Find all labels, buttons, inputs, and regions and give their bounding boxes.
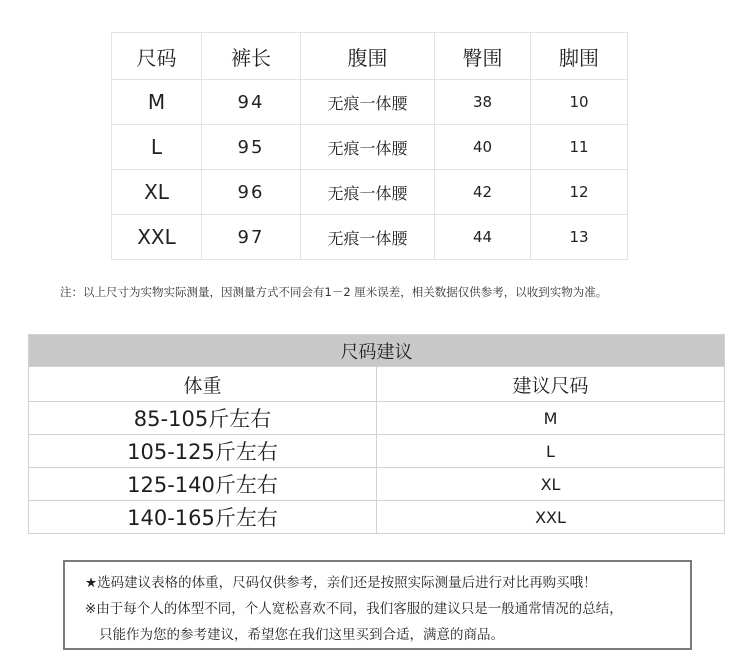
advice-box (63, 560, 692, 650)
header-length: 裤长 (202, 33, 301, 80)
length-cell: 95 (202, 125, 301, 170)
hip-cell: 44 (435, 215, 531, 260)
suggested-size-cell: XXL (377, 501, 725, 534)
weight-cell: 85-105斤左右 (29, 402, 377, 435)
foot-cell: 13 (531, 215, 628, 260)
header-suggested-size: 建议尺码 (377, 367, 725, 402)
foot-cell: 12 (531, 170, 628, 215)
length-cell: 94 (202, 80, 301, 125)
header-foot: 脚围 (531, 33, 628, 80)
size-table (111, 32, 628, 260)
advice-line: ※由于每个人的体型不同，个人宽松喜欢不同，我们客服的建议只是一般通常情况的总结， (85, 601, 623, 617)
waist-cell: 无痕一体腰 (301, 80, 435, 125)
header-waist: 腹围 (301, 33, 435, 80)
suggested-size-cell: L (377, 435, 725, 468)
table-row (29, 501, 725, 534)
weight-cell: 105-125斤左右 (29, 435, 377, 468)
table-row (112, 80, 628, 125)
waist-cell: 无痕一体腰 (301, 170, 435, 215)
weight-cell: 140-165斤左右 (29, 501, 377, 534)
hip-cell: 40 (435, 125, 531, 170)
size-cell: M (112, 80, 202, 125)
size-cell: L (112, 125, 202, 170)
size-recommendation-table (28, 334, 725, 534)
hip-cell: 42 (435, 170, 531, 215)
advice-line: 只能作为您的参考建议，希望您在我们这里买到合适，满意的商品。 (99, 627, 504, 643)
size-cell: XL (112, 170, 202, 215)
waist-cell: 无痕一体腰 (301, 215, 435, 260)
foot-cell: 10 (531, 80, 628, 125)
size-table-header-row (112, 33, 628, 80)
waist-cell: 无痕一体腰 (301, 125, 435, 170)
measurement-note: 注：以上尺寸为实物实际测量，因测量方式不同会有1－2 厘米误差，相关数据仅供参考，以收到实物为准。 (60, 285, 608, 299)
foot-cell: 11 (531, 125, 628, 170)
table-row (112, 170, 628, 215)
weight-cell: 125-140斤左右 (29, 468, 377, 501)
recommendation-title-row (29, 335, 725, 367)
table-row (112, 215, 628, 260)
recommendation-title: 尺码建议 (29, 335, 725, 367)
advice-line: ★选码建议表格的体重，尺码仅供参考，亲们还是按照实际测量后进行对比再购买哦！ (85, 575, 597, 591)
recommendation-header-row (29, 367, 725, 402)
table-row (112, 125, 628, 170)
header-weight: 体重 (29, 367, 377, 402)
length-cell: 96 (202, 170, 301, 215)
hip-cell: 38 (435, 80, 531, 125)
header-hip: 臀围 (435, 33, 531, 80)
suggested-size-cell: XL (377, 468, 725, 501)
table-row (29, 468, 725, 501)
length-cell: 97 (202, 215, 301, 260)
table-row (29, 435, 725, 468)
table-row (29, 402, 725, 435)
size-cell: XXL (112, 215, 202, 260)
suggested-size-cell: M (377, 402, 725, 435)
header-size: 尺码 (112, 33, 202, 80)
